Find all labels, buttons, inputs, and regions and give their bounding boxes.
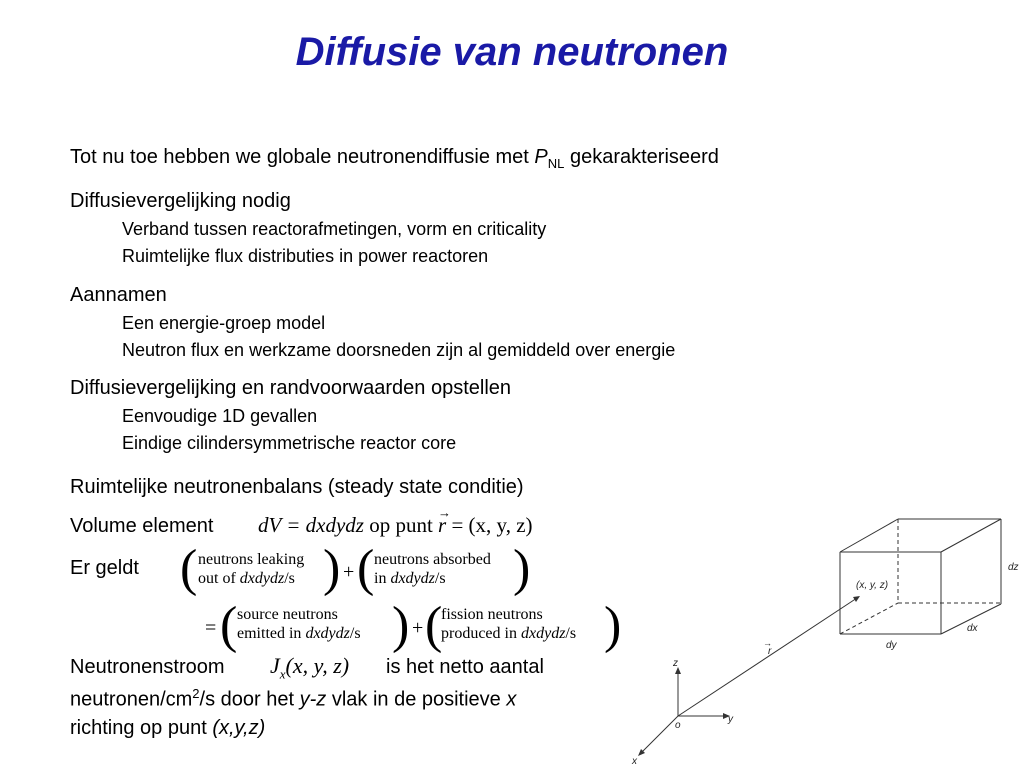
axis-y-label: y bbox=[728, 714, 733, 725]
bullet-sub: Ruimtelijke flux distributies in power reactoren bbox=[122, 246, 489, 266]
right-paren: ) bbox=[604, 597, 622, 654]
r-vector-arrow: → bbox=[763, 638, 772, 648]
dz-label: dz bbox=[1008, 562, 1019, 573]
flux-text-1: is het netto aantal bbox=[386, 656, 544, 678]
bullet-heading: Aannamen bbox=[70, 284, 167, 306]
volume-formula-rhs: = (x, y, z) bbox=[446, 513, 533, 537]
cube-edge bbox=[840, 519, 898, 552]
intro-subscript: NL bbox=[547, 156, 565, 171]
left-paren: ( bbox=[220, 597, 238, 654]
arrow-head bbox=[853, 596, 860, 602]
dy-label: dy bbox=[886, 640, 897, 651]
term3-line2: emitted in dxdydz/s bbox=[237, 625, 361, 642]
er-geldt: Er geldt bbox=[70, 557, 139, 579]
bullet-sub: Neutron flux en werkzame doorsneden zijn al gemiddeld over energie bbox=[122, 340, 676, 360]
term1-line2: out of dxdydz/s bbox=[198, 570, 295, 587]
flux-label: Neutronenstroom bbox=[70, 656, 225, 678]
term2-line2: in dxdydz/s bbox=[374, 570, 446, 587]
volume-formula-mid: op punt bbox=[363, 513, 439, 537]
cube-edge bbox=[941, 519, 1001, 552]
volume-label: Volume element bbox=[70, 515, 214, 537]
left-paren: ( bbox=[180, 540, 198, 597]
hidden-edge bbox=[840, 603, 898, 634]
balance-line: Ruimtelijke neutronenbalans (steady state conditie) bbox=[70, 476, 524, 498]
r-label: r bbox=[768, 646, 772, 657]
vector-arrow: → bbox=[438, 505, 452, 520]
intro-symbol: P bbox=[534, 146, 548, 168]
point-label: (x, y, z) bbox=[856, 580, 889, 591]
x-axis bbox=[640, 716, 678, 754]
axis-z-label: z bbox=[673, 658, 678, 669]
volume-element-diagram bbox=[624, 508, 1024, 768]
slide-title: Diffusie van neutronen bbox=[295, 30, 729, 74]
axis-x-label: x bbox=[632, 756, 637, 767]
intro-line bbox=[70, 146, 719, 171]
term2-line1: neutrons absorbed bbox=[374, 551, 491, 568]
bullet-heading: Diffusievergelijking nodig bbox=[70, 190, 291, 212]
term4-line1: fission neutrons bbox=[441, 606, 543, 623]
bullet-sub: Eindige cilindersymmetrische reactor core bbox=[122, 433, 457, 453]
intro-text: Tot nu toe hebben we globale neutronendiffusie met bbox=[70, 146, 535, 168]
plus-sign: + bbox=[412, 617, 424, 639]
volume-formula-r: r bbox=[438, 513, 447, 537]
right-paren: ) bbox=[392, 597, 410, 654]
term1-line1: neutrons leaking bbox=[198, 551, 305, 568]
flux-text-2: neutronen/$cm^2/s$ door het y-z vlak in de positieve x bbox=[70, 686, 517, 711]
volume-formula bbox=[258, 505, 533, 538]
term3-line1: source neutrons bbox=[237, 606, 338, 623]
left-paren: ( bbox=[357, 540, 375, 597]
flux-symbol: $J_x(x$, y, z) bbox=[270, 653, 350, 682]
position-vector bbox=[678, 598, 857, 716]
bullet-sub: Eenvoudige 1D gevallen bbox=[122, 406, 318, 426]
right-paren: ) bbox=[323, 540, 341, 597]
left-paren: ( bbox=[425, 597, 443, 654]
bullet-sub: Verband tussen reactorafmetingen, vorm en criticality bbox=[122, 219, 547, 239]
equals-sign: = bbox=[205, 617, 217, 639]
dx-label: dx bbox=[967, 623, 978, 634]
plus-sign: + bbox=[343, 561, 355, 583]
origin-label: o bbox=[675, 720, 681, 731]
term4-line2: produced in dxdydz/s bbox=[441, 625, 577, 642]
bullet-heading: Diffusievergelijking en randvoorwaarden opstellen bbox=[70, 377, 512, 399]
right-paren: ) bbox=[513, 540, 531, 597]
bullet-sub: Een energie-groep model bbox=[122, 313, 326, 333]
flux-text-3: richting op punt (x,y,z) bbox=[70, 717, 266, 739]
volume-formula-lhs: dV = dxdydz bbox=[258, 513, 364, 537]
intro-after: gekarakteriseerd bbox=[564, 146, 719, 168]
